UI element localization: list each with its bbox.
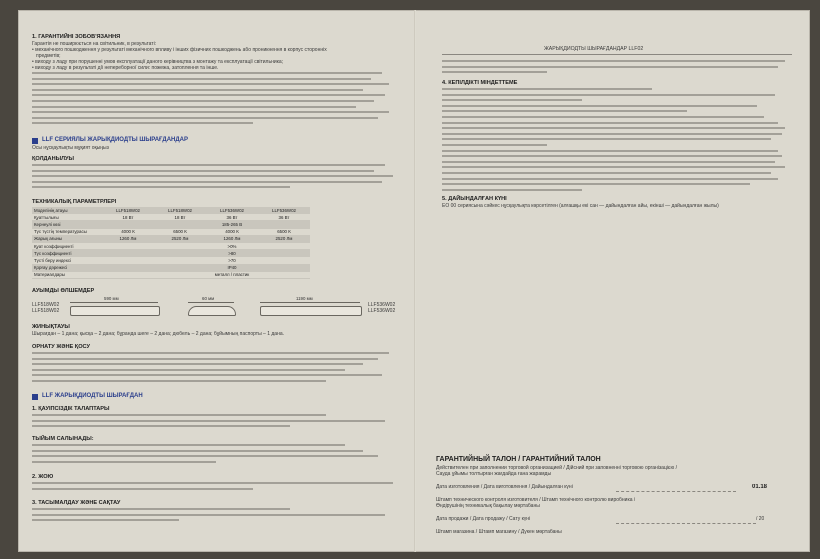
warranty-line: • механічного пошкодження у результаті механічного впливу і інших фізичних пошкоджень або проникнення в корпус сторонніх [32, 47, 327, 53]
table-cell: 185-265 В [206, 221, 258, 228]
disposal-paragraph [32, 482, 400, 493]
transport-paragraph [32, 508, 400, 525]
table-cell: Түс коэффициенті [32, 250, 102, 257]
install-paragraph [32, 352, 400, 386]
kit-title: ЖИНЫҚТАУЫ [32, 324, 70, 330]
table-cell [258, 257, 310, 264]
tech-control-stamp-label: Штамп технического контроля изготовителя / Штамп технічного контролю виробника / [436, 497, 636, 503]
table-cell: LLF536W02 [206, 207, 258, 214]
left-page [18, 10, 414, 552]
usage-paragraph [32, 164, 400, 192]
table-cell [258, 271, 310, 278]
table-cell: 36 Вт [258, 214, 310, 221]
table-row [32, 228, 310, 235]
table-cell [102, 271, 154, 278]
table-cell: 36 Вт [206, 214, 258, 221]
table-cell: 1260 Лм [206, 235, 258, 242]
brand-square-icon [32, 394, 38, 400]
table-cell: LLF536W02 [258, 207, 310, 214]
table-cell: Қуат коэффициенті [32, 242, 102, 249]
dim-line [188, 302, 234, 303]
table-cell [154, 221, 206, 228]
llf-section-title: LLF ЖАРЫҚДИОДТЫ ШЫРАҒДАН [42, 393, 143, 399]
table-cell: >80 [206, 250, 258, 257]
table-cell [258, 242, 310, 249]
table-cell [154, 250, 206, 257]
table-row [32, 264, 310, 271]
forbidden-title: ТЫЙЫМ САЛЫНАДЫ: [32, 436, 94, 442]
brand-square-icon [32, 138, 38, 144]
table-cell: 1260 Лм [102, 235, 154, 242]
production-date-line: ЕО 00 сериясына сәйкес нұсқаулықта көрсетілген (алғашқы екі сан — дайындалған айы, екінші — дайындалған жылы) [442, 203, 719, 209]
table-cell: Түсті беру индексі [32, 257, 102, 264]
warranty-card-title: ГАРАНТИЙНЫЙ ТАЛОН / ГАРАНТИЙНИЙ ТАЛОН [436, 456, 601, 463]
tech-control-stamp-label: Өндірушінің техникалық бақылау мөртабаны [436, 503, 540, 509]
kit-line: Шырағдан – 1 дана; қысқа – 2 дана; бұранда шеге – 2 дана; дюбель – 2 дана; бұйымның паспорты – 1 дана. [32, 331, 285, 337]
guarantee-obligation-title: 4. КЕПІЛДІКТІ МІНДЕТТЕМЕ [442, 80, 518, 86]
table-cell: Түс түстің температурасы [32, 228, 102, 235]
sale-date-label: Дата продажи / Дата продажу / Сату күні [436, 516, 531, 522]
safety-title: 1. ҚАУІПСІЗДІК ТАЛАПТАРЫ [32, 406, 110, 412]
dim-line [70, 302, 158, 303]
production-date-title: 5. ДАЙЫНДАЛҒАН КҮНІ [442, 196, 507, 202]
transport-title: 3. ТАСЫМАЛДАУ ЖӘНЕ САҚТАУ [32, 500, 121, 506]
lamp-long-drawing [260, 306, 362, 316]
product-series-title: LLF СЕРИЯЛЫ ЖАРЫҚДИОДТЫ ШЫРАҒДАНДАР [42, 137, 188, 143]
table-cell: 4000 К [102, 228, 154, 235]
section-warranty-title: 1. ГАРАНТИЙНІ ЗОБОВ'ЯЗАННЯ [32, 34, 121, 40]
table-row [32, 257, 310, 264]
table-row [32, 221, 310, 228]
safety-paragraph [32, 414, 400, 431]
guarantee-obligation-paragraph [442, 88, 792, 194]
table-cell [102, 250, 154, 257]
table-cell [258, 264, 310, 271]
table-cell [102, 242, 154, 249]
table-cell [154, 242, 206, 249]
table-cell: 4000 К [206, 228, 258, 235]
lamp-short-drawing [70, 306, 160, 316]
table-cell: 18 Вт [102, 214, 154, 221]
table-cell: Моделінің атауы [32, 207, 102, 214]
warranty-line: Гарантія не поширюється на світильник, в результаті: [32, 41, 157, 47]
right-header: ЖАРЫҚДИОДТЫ ШЫРАҒДАНДАР LLF02 [544, 46, 644, 52]
warranty-paragraph [32, 72, 400, 128]
dim-length-long: 1190 мм [296, 296, 313, 301]
manufacture-date-line [616, 491, 736, 492]
dim-length-short: 590 мм [104, 296, 119, 301]
table-cell: LLF518W02 [154, 207, 206, 214]
table-cell: 18 Вт [154, 214, 206, 221]
table-row [32, 250, 310, 257]
table-cell [154, 257, 206, 264]
warranty-card-subtitle: Сауда ұйымы толтырған жағдайда ғана жарамды [436, 471, 552, 477]
table-cell [258, 221, 310, 228]
dim-width: 60 мм [202, 296, 215, 301]
sale-date-value: / 20 [756, 516, 765, 522]
table-cell: LLF518W02 [102, 207, 154, 214]
table-cell: 6500 К [154, 228, 206, 235]
table-header-row [32, 207, 310, 214]
usage-title: ҚОЛДАНЫЛУЫ [32, 156, 74, 162]
table-cell: 2520 Лм [154, 235, 206, 242]
install-title: ОРНАТУ ЖӘНЕ ҚОСУ [32, 344, 90, 350]
table-cell: Жарық ағыны [32, 235, 102, 242]
table-cell [102, 221, 154, 228]
disposal-title: 2. ЖОЮ [32, 474, 54, 480]
table-cell: 2520 Лм [258, 235, 310, 242]
table-row [32, 271, 310, 278]
table-cell [154, 264, 206, 271]
table-cell [102, 257, 154, 264]
table-cell [258, 250, 310, 257]
dim-models-right: LLF536W02 LLF536W02 [368, 302, 396, 314]
dim-line [260, 302, 360, 303]
table-row [32, 242, 310, 249]
table-cell [102, 264, 154, 271]
table-cell: 6500 К [258, 228, 310, 235]
right-page [416, 10, 810, 552]
table-cell: >0% [206, 242, 258, 249]
header-rule [442, 54, 792, 55]
warranty-card-subtitle: Действителен при заполнении торговой организацией / Дійсний при заповненні торговою організацією / [436, 465, 677, 471]
intro-paragraph [442, 60, 792, 77]
warranty-line: • виходу з ладу в результаті дії непереборної сили: пожежа, затоплення та інше. [32, 65, 219, 71]
table-cell: Қорғау дәрежесі [32, 264, 102, 271]
table-row [32, 214, 310, 221]
manufacture-date-value: 01.18 [752, 484, 768, 490]
table-cell: Материалдары [32, 271, 102, 278]
table-cell: металл / пластик [206, 271, 258, 278]
table-row [32, 235, 310, 242]
table-cell [154, 271, 206, 278]
document-sheet [18, 10, 810, 552]
shop-stamp-label: Штамп магазина / Штамп магазину / Дүкен мөртабаны [436, 529, 562, 535]
warranty-line: • виходу з ладу при порушенні умов експлуатації даного керівництва з монтажу та експлуатації світильника; [32, 59, 284, 65]
product-subtitle: Осы нұсқаулықты мұқият оқыңыз [32, 145, 109, 151]
tech-params-table [32, 207, 310, 279]
dimensions-title: АУЫМДЫ ӨЛШЕМДЕР [32, 288, 95, 294]
lamp-profile-drawing [188, 306, 236, 316]
dim-models-left: LLF518W02 LLF518W02 [32, 302, 60, 314]
table-cell: >70 [206, 257, 258, 264]
manufacture-date-label: Дата изготовления / Дата виготовлення / Дайындалған күні [436, 484, 573, 490]
warranty-line: предметів; [36, 53, 61, 59]
tech-params-title: ТЕХНИКАЛЫҚ ПАРАМЕТРЛЕРІ [32, 199, 117, 205]
sale-date-line [616, 523, 756, 524]
table-cell: IP40 [206, 264, 258, 271]
forbidden-paragraph [32, 444, 400, 466]
table-cell: Қуаттылығы [32, 214, 102, 221]
table-cell: Кернеулі көзі [32, 221, 102, 228]
